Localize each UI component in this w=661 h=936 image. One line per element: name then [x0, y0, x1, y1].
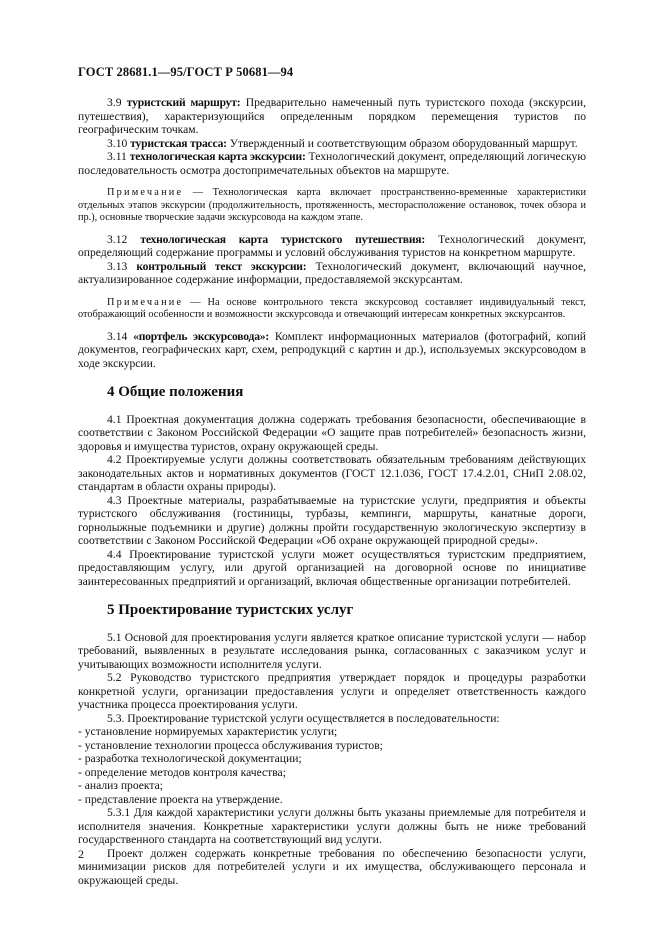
step-item: - анализ проекта; — [78, 779, 163, 792]
definition-3-11: 3.11 технологическая карта экскурсии: Технологический документ, определяющий логическую последовательность осмотра достопримечательных объектов на маршруте. — [78, 150, 586, 177]
paragraph-4-4: 4.4 Проектирование туристской услуги может осуществляться туристским предприятием, предоставляющим услугу, или другой организацией на договорной основе по инициативе заинтересованных предприятий и организаций, включая общественные организации потребителей. — [78, 547, 586, 588]
definition-3-13: 3.13 контрольный текст экскурсии: Технологический документ, включающий научное, актуализированное содержание информации, предоставляемой экскурсантам. — [78, 259, 586, 286]
step-item: - представление проекта на утверждение. — [78, 792, 283, 806]
paragraph-5-1: 5.1 Основой для проектирования услуги является краткое описание туристской услуги — набор требований, выявленных в результате исследования рынка, согласованных с заказчиком услуг и учитывающих возможности исполнителя услуги. — [78, 630, 586, 671]
definition-3-14: 3.14 «портфель экскурсовода»: Комплект информационных материалов (фотографий, копий документов, географических карт, схем, репродукций с картин и др.), используемых экскурсоводом в ходе экскурсии. — [78, 329, 587, 370]
note-1: Примечание — Технологическая карта включает пространственно-временные характеристики отдельных этапов экскурсии (продолжительность, протяженность, месторасположение остановок, точек обзора и пр.), основные творческие задачи экскурсовода на каждом этапе. — [78, 187, 586, 223]
note-2: Примечание — На основе контрольного текста экскурсовод составляет индивидуальный текст, отображающий особенности и возможности экскурсовода и отвечающий интересам конкретных экскурсантов. — [78, 296, 586, 320]
section-5-title: 5 Проектирование туристских услуг — [107, 602, 354, 618]
definition-3-10: 3.10 туристская трасса: Утвержденный и соответствующим образом оборудованный маршрут. — [107, 136, 578, 150]
paragraph-4-3: 4.3 Проектные материалы, разрабатываемые на туристские услуги, предприятия и объекты туристского обслуживания (гостиницы, турбазы, кемпинги, маршруты, канатные дороги, горнолыжные подъемники и другие) должны пройти государственную экологическую экспертизу в соответствии с Законом Российской Федерации «Об охране окружающей природной среды». — [78, 493, 586, 547]
section-4-title: 4 Общие положения — [107, 384, 244, 400]
paragraph-5-3-1: 5.3.1 Для каждой характеристики услуги должны быть указаны приемлемые для потребителя и исполнителя значения. Конкретные характеристики услуги должны быть не ниже требований государственного стандарта на соответствующий вид услуги. — [78, 806, 586, 846]
paragraph-project-requirements: Проект должен содержать конкретные требования по обеспечению безопасности услуги, минимизации рисков для потребителей услуги и их имущества, обслуживающего персонала и окружающей среды. — [78, 846, 586, 887]
step-item: - определение методов контроля качества; — [78, 765, 286, 779]
definition-3-9: 3.9 туристский маршрут: Предварительно намеченный путь туристского похода (экскурсии, путешествия), характеризующийся определенным порядком перемещения туристов по географическим точкам. — [78, 96, 586, 136]
step-item: - разработка технологической документации; — [78, 752, 302, 765]
document-body — [78, 96, 586, 887]
paragraph-4-1: 4.1 Проектная документация должна содержать требования безопасности, обеспечивающие в соответствии с Законом Российской Федерации «О защите прав потребителей» безопасность жизни, здоровья и имущества туристов, охрану окружающей среды. — [78, 412, 586, 453]
step-item: - установление технологии процесса обслуживания туристов; — [78, 738, 383, 752]
paragraph-5-2: 5.2 Руководство туристского предприятия утверждает порядок и процедуры разработки конкретной услуги, организации предоставления услуги и определяет ответственность каждого участника процесса проектирования услуги. — [78, 671, 586, 711]
step-item: - установление нормируемых характеристик услуги; — [78, 725, 338, 738]
definition-3-12: 3.12 технологическая карта туристского путешествия: Технологический документ, определяющий содержание программы и условий обслуживания туристов на конкретном маршруте. — [78, 232, 586, 259]
paragraph-4-2: 4.2 Проектируемые услуги должны соответствовать обязательным требованиям действующих законодательных актов и нормативных документов (ГОСТ 12.1.036, ГОСТ 17.4.2.01, СНиП 2.08.02, стандартам в области охраны природы). — [78, 453, 586, 493]
page-number: 2 — [78, 847, 84, 861]
page-header: ГОСТ 28681.1—95/ГОСТ Р 50681—94 — [78, 65, 294, 79]
paragraph-5-3: 5.3. Проектирование туристской услуги осуществляется в последовательности: — [107, 711, 500, 725]
